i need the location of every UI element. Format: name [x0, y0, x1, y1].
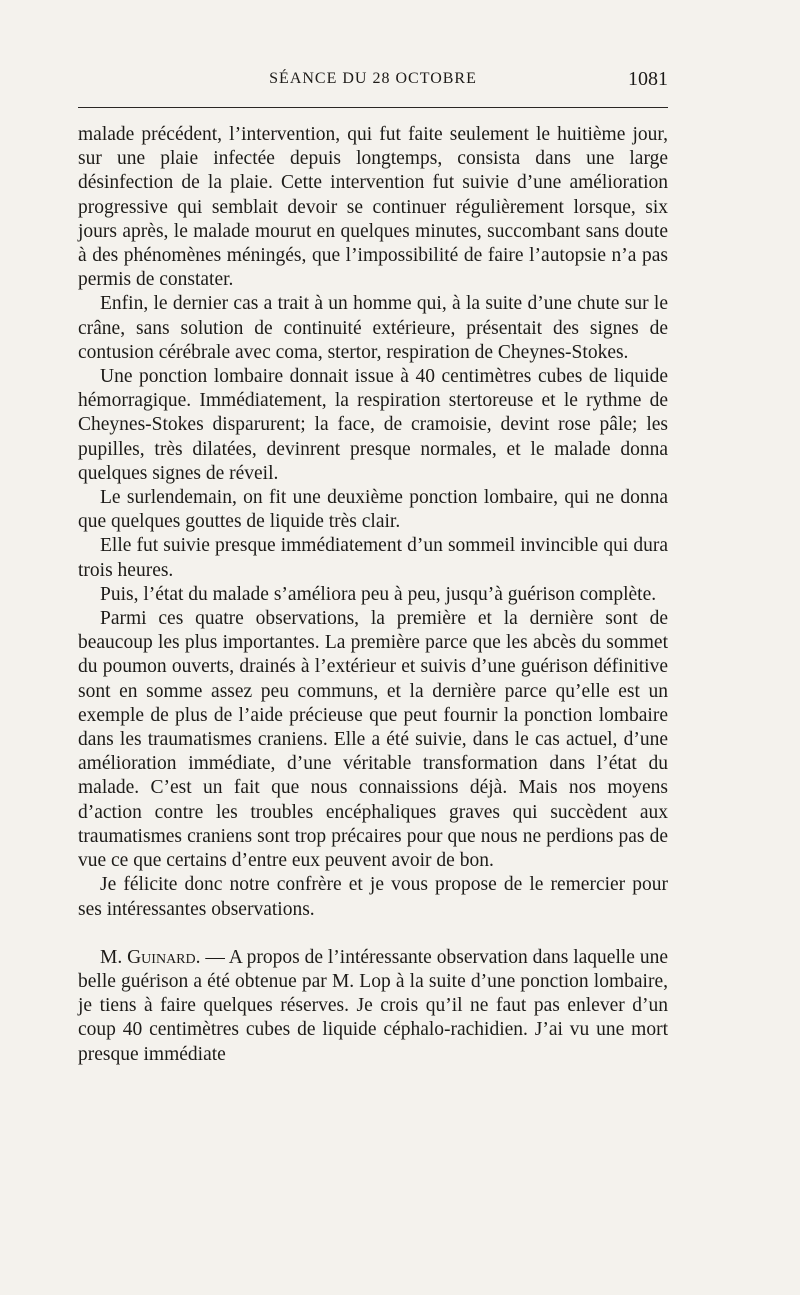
paragraph: Une ponction lombaire donnait issue à 40 centimètres cubes de liquide hémorragique. Immédiatement, la respiration stertoreuse et le rythme de Cheynes-Stokes disparurent; la face, de cramoisie, devint rose pâle; les pupilles, très dilatées, devinrent presque normales, et le malade donna quelques signes de réveil. [78, 366, 668, 484]
speaker-text: A propos de l’intéressante observation dans laquelle une belle guérison a été obtenue par M. Lop à la suite d’une ponction lombaire, je tiens à faire quelques réserves. Je crois qu’il ne faut pas enlever d’un coup 40 centimètres cubes de liquide céphalo-rachidien. J’ai vu une mort presque immédiate [78, 946, 668, 1065]
paragraph: Le surlendemain, on fit une deuxième ponction lombaire, qui ne donna que quelques gouttes de liquide très clair. [78, 487, 668, 533]
paragraph: Je félicite donc notre confrère et je vous propose de le remercier pour ses intéressantes observations. [78, 874, 668, 920]
paragraph: Enfin, le dernier cas a trait à un homme qui, à la suite d’une chute sur le crâne, sans solution de continuité extérieure, présentait des signes de contusion cérébrale avec coma, stertor, respiration de Cheynes-Stokes. [78, 293, 668, 363]
running-title: SÉANCE DU 28 OCTOBRE [269, 70, 477, 87]
paragraph: Parmi ces quatre observations, la première et la dernière sont de beaucoup les plus importantes. La première parce que les abcès du sommet du poumon ouverts, drainés à l’extérieur et suivis d’une guérison définitive sont en somme assez peu communs, et la dernière parce qu’elle est un exemple de plus de l’aide précieuse que peut fournir la ponction lombaire dans les traumatismes craniens. Elle a été suivie, dans le cas actuel, d’une amélioration immédiate, d’une véritable transformation dans l’état du malade. C’est un fait que nous connaissions déjà. Mais nos moyens d’action contre les troubles encéphaliques graves qui succèdent aux traumatismes craniens sont trop précaires pour que nous ne perdions pas de vue ce que certains d’entre eux peuvent avoir de bon. [78, 608, 668, 872]
running-head [78, 70, 668, 94]
header-rule [78, 107, 668, 108]
speaker-name: M. Guinard. [100, 946, 201, 968]
speaker-paragraph [78, 946, 668, 1067]
paragraph: Puis, l’état du malade s’améliora peu à peu, jusqu’à guérison complète. [100, 583, 657, 605]
paragraph: Elle fut suivie presque immédiatement d’un sommeil invincible qui dura trois heures. [78, 535, 668, 581]
speaker-dash: — [200, 946, 229, 968]
page-number: 1081 [628, 68, 668, 90]
paragraph: malade précédent, l’intervention, qui fut faite seulement le huitième jour, sur une plaie infectée depuis longtemps, consista dans une large désinfection de la plaie. Cette intervention fut suivie d’une amélioration progressive qui semblait devoir se continuer régulièrement lorsque, six jours après, le malade mourut en quelques minutes, succombant sans doute à des phénomènes méningés, que l’impossibilité de faire l’autopsie n’a pas permis de constater. [78, 124, 668, 291]
body-text [78, 123, 668, 1067]
